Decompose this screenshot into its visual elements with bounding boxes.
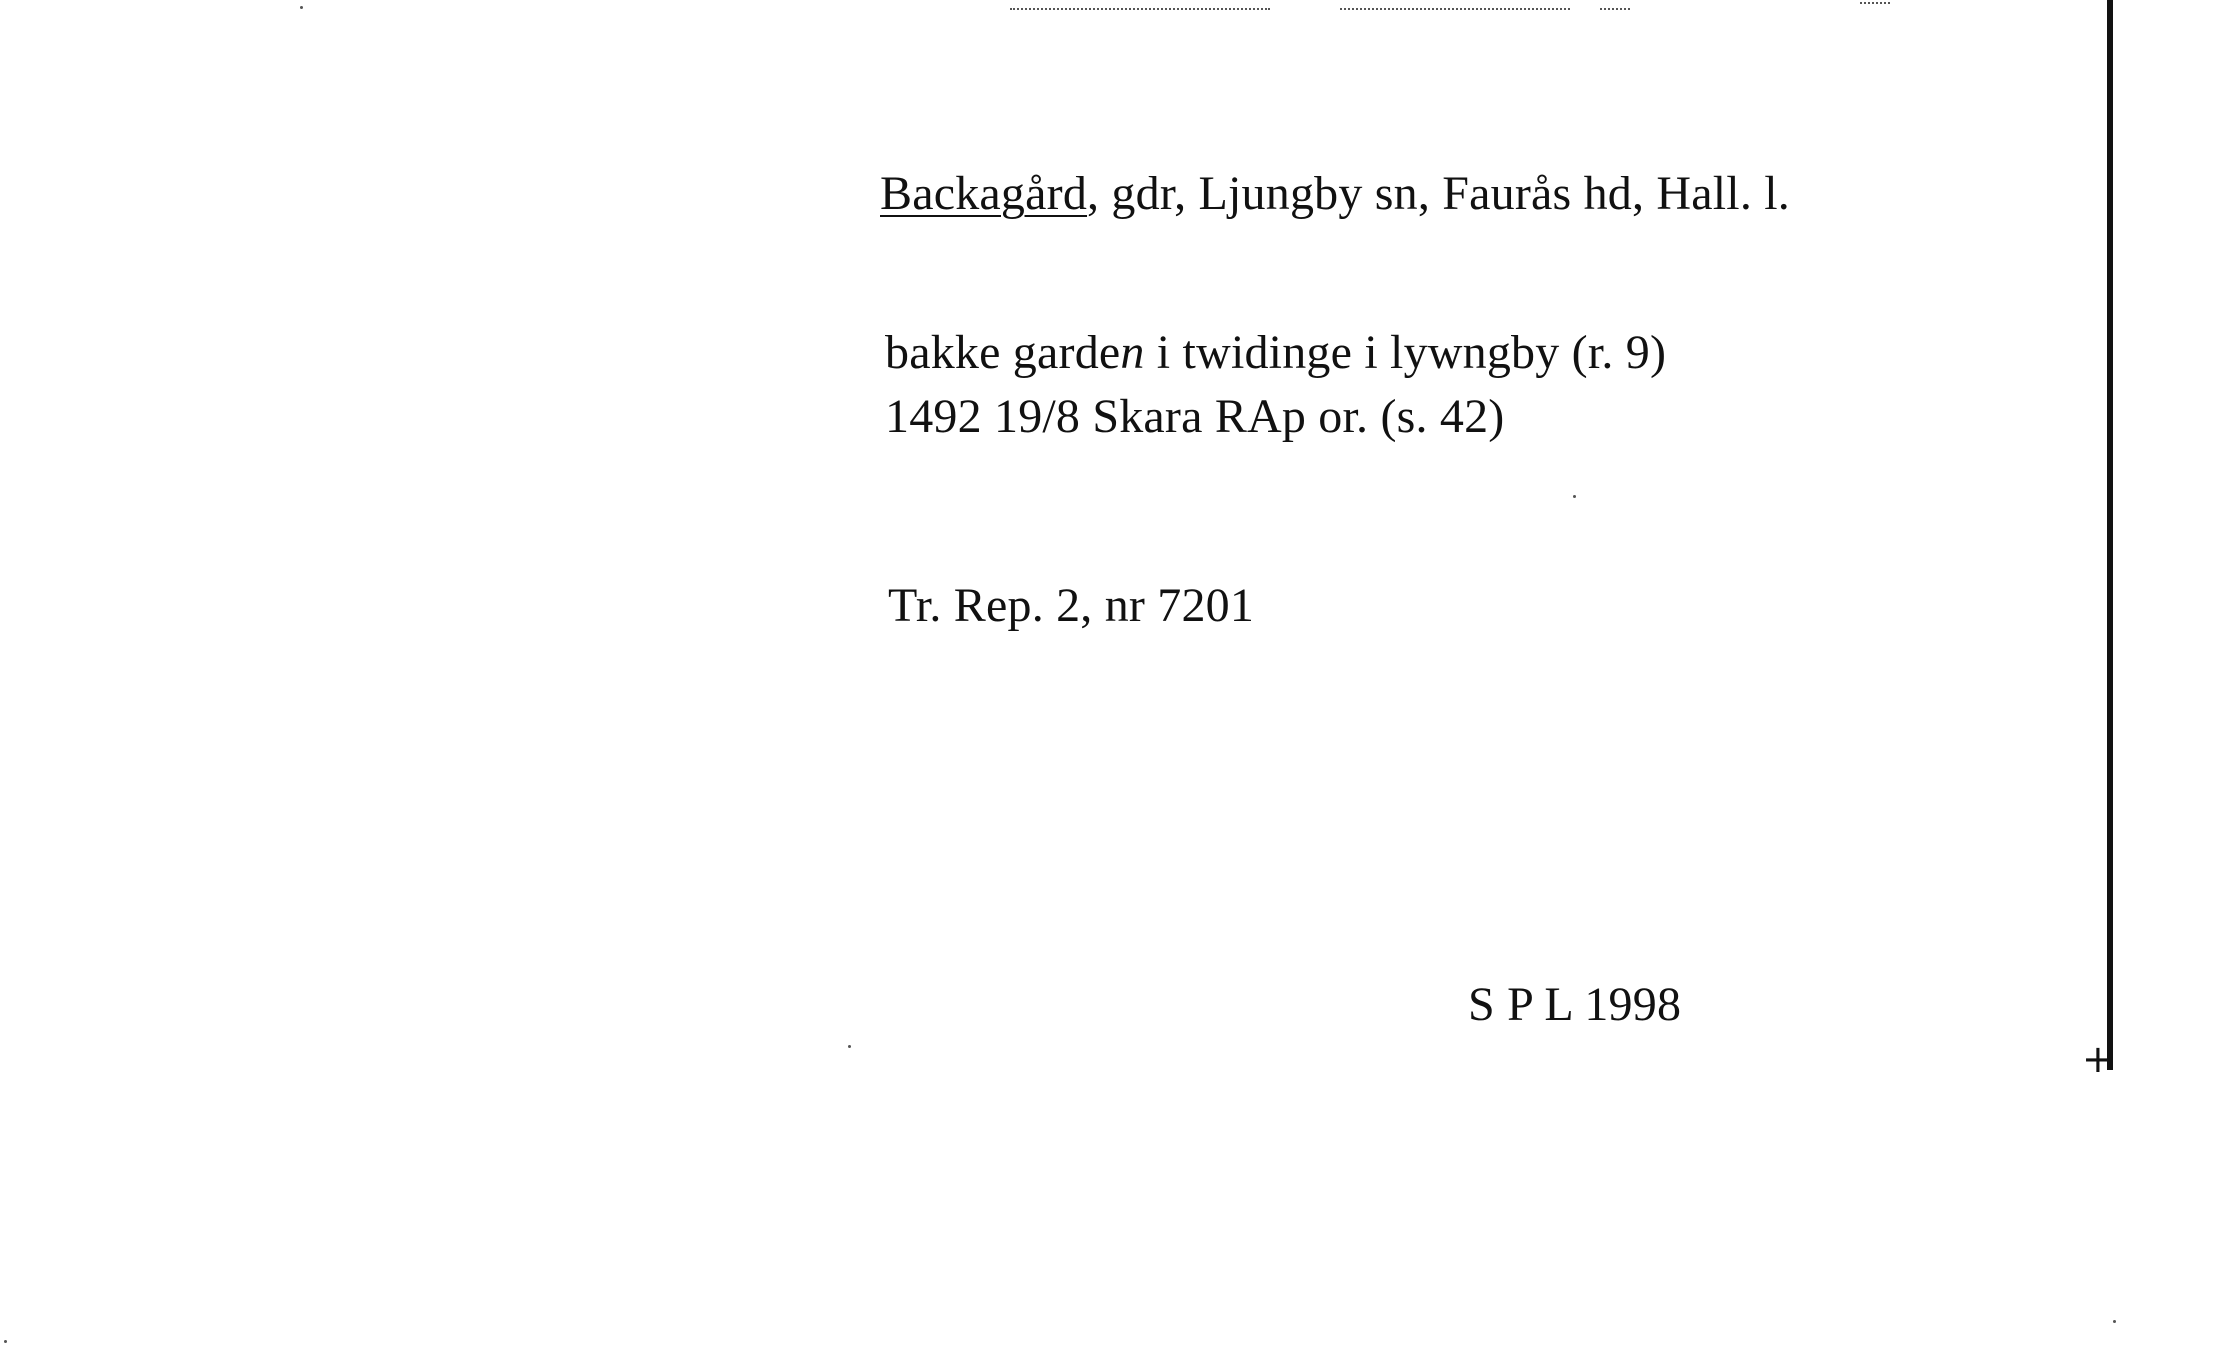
source-line: 1492 19/8 Skara RAp or. (s. 42) xyxy=(885,390,1505,443)
scan-edge-right xyxy=(2107,0,2113,1070)
speck xyxy=(1573,495,1576,498)
speck xyxy=(300,6,303,9)
quotation-italic: n xyxy=(1120,326,1145,379)
scan-artifact-top-1 xyxy=(1010,8,1270,12)
scan-artifact-top-2 xyxy=(1340,8,1570,12)
quotation-part-2: i twidinge i lywngby (r. 9) xyxy=(1144,326,1667,379)
speck xyxy=(848,1045,851,1048)
entry-headword: Backagård xyxy=(880,167,1088,220)
entry-header-rest: , gdr, Ljungby sn, Faurås hd, Hall. l. xyxy=(1087,167,1790,220)
crosshair-mark: + xyxy=(2082,1037,2114,1081)
quotation-line xyxy=(885,325,1666,381)
entry-header xyxy=(880,166,1790,222)
quotation-part-1: bakke garde xyxy=(885,326,1121,379)
speck xyxy=(4,1340,7,1343)
signature: S P L 1998 xyxy=(1468,978,1682,1031)
reference-line: Tr. Rep. 2, nr 7201 xyxy=(888,579,1255,632)
scan-artifact-top-4 xyxy=(1860,2,1890,6)
scan-artifact-top-3 xyxy=(1600,8,1630,12)
speck xyxy=(2113,1320,2116,1323)
